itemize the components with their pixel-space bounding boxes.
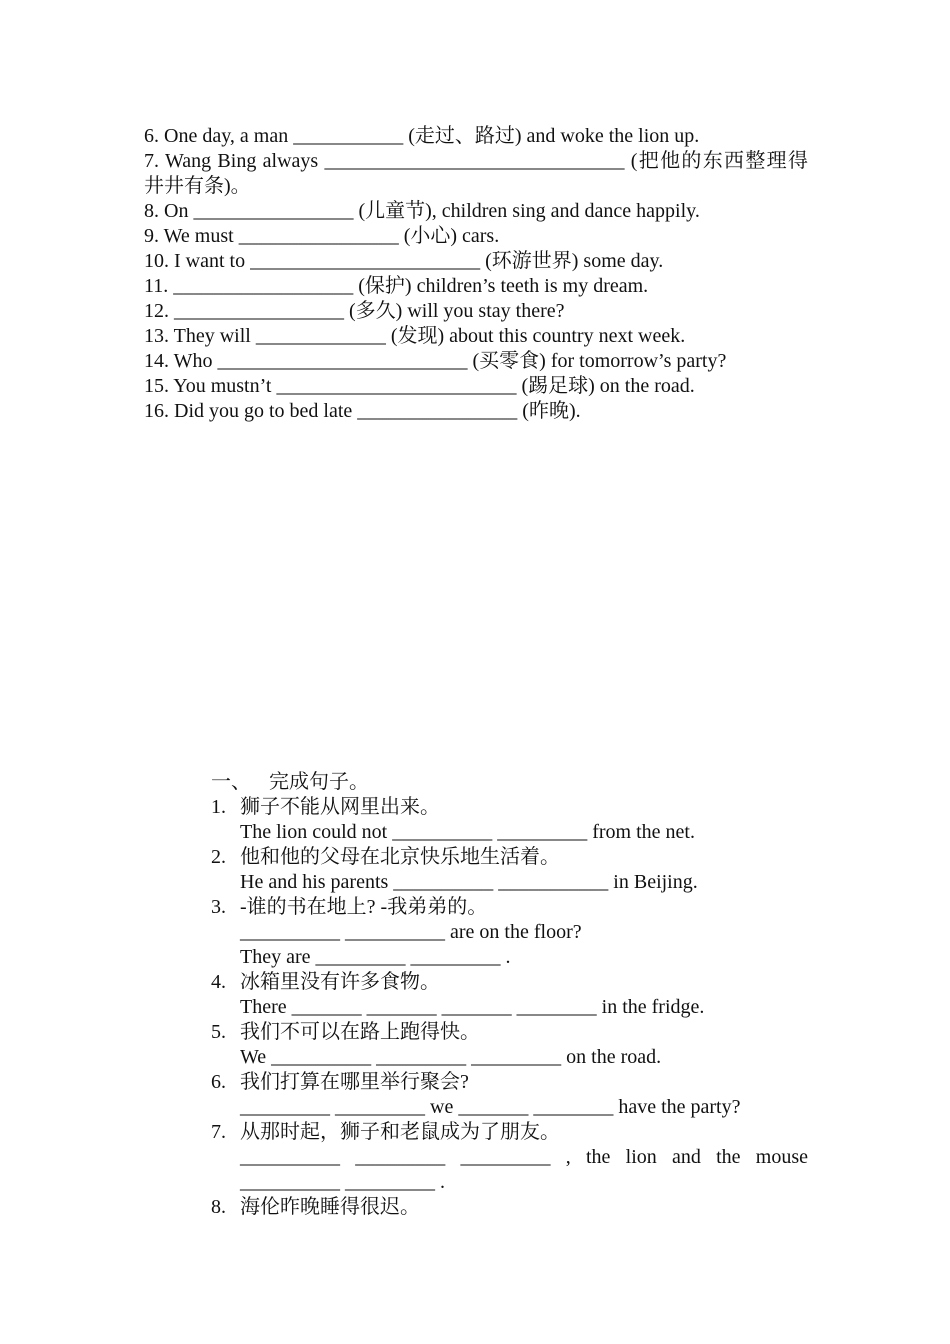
fill-in-exercise-list [144, 124, 808, 424]
item-answer-line: __________ _________ _________ , the lion and the mouse __________ _________ . [240, 1146, 808, 1193]
sentence-item-6 [211, 1070, 808, 1120]
item-question: 狮子不能从网里出来。 [240, 796, 440, 818]
sentence-item-7 [211, 1120, 808, 1195]
sentence-item-2 [211, 845, 808, 895]
item-question: 从那时起，狮子和老鼠成为了朋友。 [240, 1121, 560, 1143]
exercise-line-11: 11. __________________ (保护) children’s teeth is my dream. [144, 275, 649, 297]
item-answer-line: _________ _________ we _______ ________ have the party? [240, 1096, 741, 1118]
item-number: 6. [211, 1071, 226, 1093]
item-question: 我们打算在哪里举行聚会? [240, 1071, 469, 1093]
exercise-line-7: 7. Wang Bing always ______________________________ (把他的东西整理得井井有条)。 [144, 150, 808, 197]
sentence-item-8 [211, 1195, 808, 1220]
item-question: 冰箱里没有许多食物。 [240, 971, 440, 993]
item-answer-line: There _______ _______ _______ ________ in the fridge. [240, 996, 705, 1018]
section-number: 一、 [211, 771, 251, 793]
item-answer-line: __________ __________ are on the floor? [240, 921, 582, 943]
item-question: 海伦昨晚睡得很迟。 [240, 1196, 420, 1218]
item-question: 他和他的父母在北京快乐地生活着。 [240, 846, 560, 868]
exercise-line-6: 6. One day, a man ___________ (走过、路过) and woke the lion up. [144, 125, 700, 147]
item-number: 4. [211, 971, 226, 993]
item-number: 8. [211, 1196, 226, 1218]
exercise-line-16: 16. Did you go to bed late ________________ (昨晚). [144, 400, 581, 422]
exercise-line-14: 14. Who _________________________ (买零食) for tomorrow’s party? [144, 350, 727, 372]
item-number: 5. [211, 1021, 226, 1043]
item-number: 7. [211, 1121, 226, 1143]
exercise-line-12: 12. _________________ (多久) will you stay there? [144, 300, 565, 322]
exercise-line-8: 8. On ________________ (儿童节), children sing and dance happily. [144, 200, 700, 222]
item-answer-line: We __________ _________ _________ on the road. [240, 1046, 662, 1068]
item-answer-line: They are _________ _________ . [240, 946, 511, 968]
exercise-line-10: 10. I want to _______________________ (环游世界) some day. [144, 250, 664, 272]
section-heading [211, 770, 808, 795]
sentence-item-1 [211, 795, 808, 845]
complete-sentences-section [211, 770, 808, 1220]
section-title: 完成句子。 [269, 771, 369, 793]
sentence-item-5 [211, 1020, 808, 1070]
item-answer-line: The lion could not __________ _________ from the net. [240, 821, 695, 843]
item-number: 2. [211, 846, 226, 868]
item-question: -谁的书在地上? -我弟弟的。 [240, 896, 488, 918]
exercise-line-15: 15. You mustn’t ________________________ (踢足球) on the road. [144, 375, 695, 397]
sentence-item-3 [211, 895, 808, 970]
item-question: 我们不可以在路上跑得快。 [240, 1021, 480, 1043]
exercise-line-9: 9. We must ________________ (小心) cars. [144, 225, 500, 247]
item-number: 1. [211, 796, 226, 818]
exercise-line-13: 13. They will _____________ (发现) about this country next week. [144, 325, 686, 347]
sentence-item-4 [211, 970, 808, 1020]
item-answer-line: He and his parents __________ ___________ in Beijing. [240, 871, 698, 893]
item-number: 3. [211, 896, 226, 918]
